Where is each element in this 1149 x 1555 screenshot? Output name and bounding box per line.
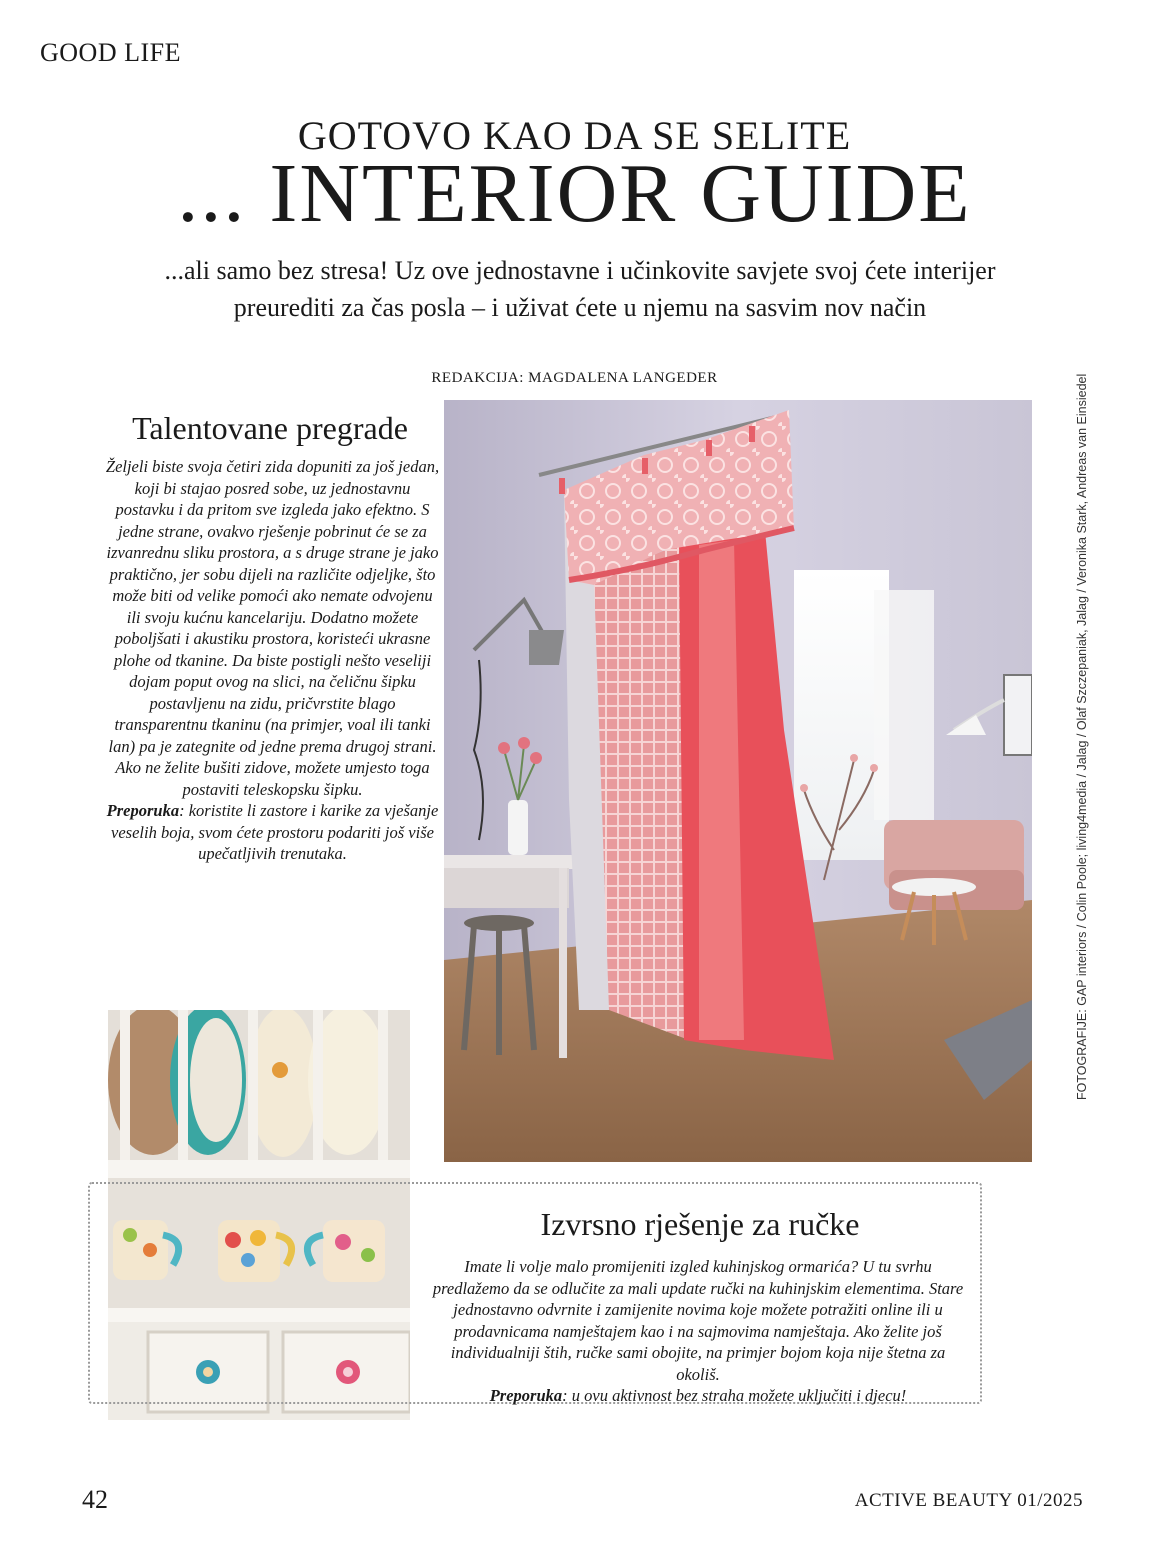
article1-tip (105, 800, 440, 865)
article2-tip (428, 1385, 968, 1407)
article1-title: Talentovane pregrade (132, 410, 408, 446)
article2-body (428, 1256, 968, 1407)
deck: ...ali samo bez stresa! Uz ove jednostavne i učinkovite savjete svoj ćete interijer preurediti za čas posla – i uživat ćete u njemu na sasvim nov način (164, 256, 996, 322)
article1-paragraph: Željeli biste svoja četiri zida dopuniti za još jedan, koji bi stajao posred sobe, uz jednostavnu postavku i da pritom sve izgleda jako efektno. S jedne strane, ovakvo rješenje pobrinut će se za izvanrednu sliku prostora, a s druge strane je jako praktično, jer sobu dijeli na različite odjeljke, što može biti od velike pomoći ako nemate odvojenu ili svoju kućnu kancelariju. Dodatno možete poboljšati i akustiku prostora, koristeći ukrasne plohe od tkanine. Da biste postigli nešto veseliji dojam poput ovog na slici, na čeličnu šipku postavljenu na zidu, pričvrstite blago transparentnu tkaninu (na primjer, voal ili tanki lan) pa je zategnite od jedne prema drugoj strani. Ako ne želite bušiti zidove, možete umjesto toga postaviti teleskopsku šipku. (105, 457, 440, 799)
page-number: 42 (82, 1485, 108, 1514)
article2-tip-text: : u ovu aktivnost bez straha možete uključiti i djecu! (562, 1386, 907, 1405)
article1-tip-label: Preporuka (106, 801, 180, 820)
room-divider-photo (444, 400, 1032, 1162)
headline: ... INTERIOR GUIDE (177, 147, 972, 240)
magazine-footer: ACTIVE BEAUTY 01/2025 (854, 1490, 1083, 1511)
article2-tip-label: Preporuka (489, 1386, 563, 1405)
photo-credit: FOTOGRAFIJE: GAP interiors / Colin Poole; living4media / Jalag / Olaf Szczepaniak, Jalag / Veronika Stark, Andreas van Einsiedel (1075, 373, 1089, 1100)
section-label: GOOD LIFE (40, 38, 181, 67)
article1-tip-text: : koristite li zastore i karike za vješanje veselih boja, svom ćete prostoru podariti još više upečatljivih trenutaka. (111, 801, 439, 863)
article2-paragraph: Imate li volje malo promijeniti izgled kuhinjskog ormarića? U tu svrhu predlažemo da se odlučite za mali update ručki na kuhinjskim elementima. Stare jednostavno odvrnite i zamijenite novima koje možete potražiti online ili u prodavnicama namještajem kao i na sajmovima namještaja. Ako želite još individualniji štih, ručke sami obojite, na primjer bojom koja nije štetna za okoliš. (432, 1257, 964, 1384)
byline: REDAKCIJA: MAGDALENA LANGEDER (431, 370, 718, 386)
article1-body (105, 456, 440, 865)
article2-title: Izvrsno rješenje za ručke (540, 1206, 860, 1242)
kicker: GOTOVO KAO DA SE SELITE (297, 113, 852, 158)
